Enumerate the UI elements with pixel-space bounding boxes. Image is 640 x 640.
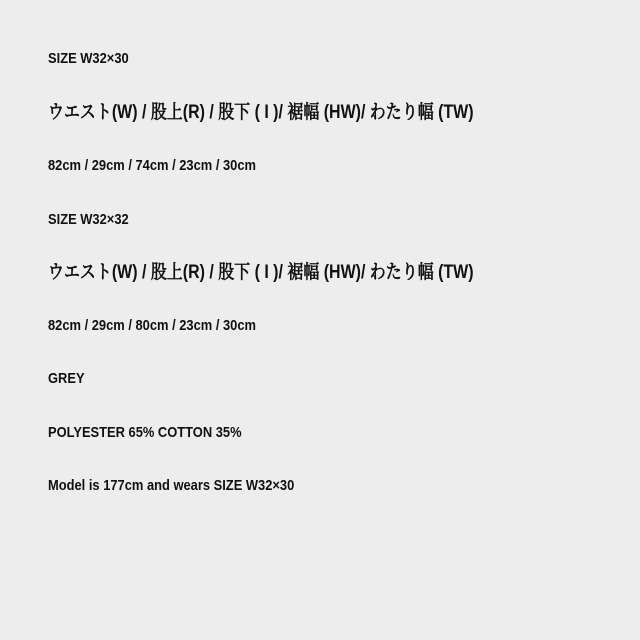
model-info-text: Model is 177cm and wears SIZE W32×30 [48,477,295,494]
size-w32x30-heading: SIZE W32×30 [48,50,129,67]
measurement-values-w32x30: 82cm / 29cm / 74cm / 23cm / 30cm [48,157,256,174]
material-text: POLYESTER 65% COTTON 35% [48,424,242,441]
size-w32x32-heading: SIZE W32×32 [48,211,129,228]
color-text: GREY [48,370,85,387]
measurement-labels: ウエスト(W) / 股上(R) / 股下 ( I )/ 裾幅 (HW)/ わたり幅 (TW) [48,262,474,283]
measurement-values-w32x32: 82cm / 29cm / 80cm / 23cm / 30cm [48,317,256,334]
measurement-labels: ウエスト(W) / 股上(R) / 股下 ( I )/ 裾幅 (HW)/ わたり幅 (TW) [48,102,474,123]
